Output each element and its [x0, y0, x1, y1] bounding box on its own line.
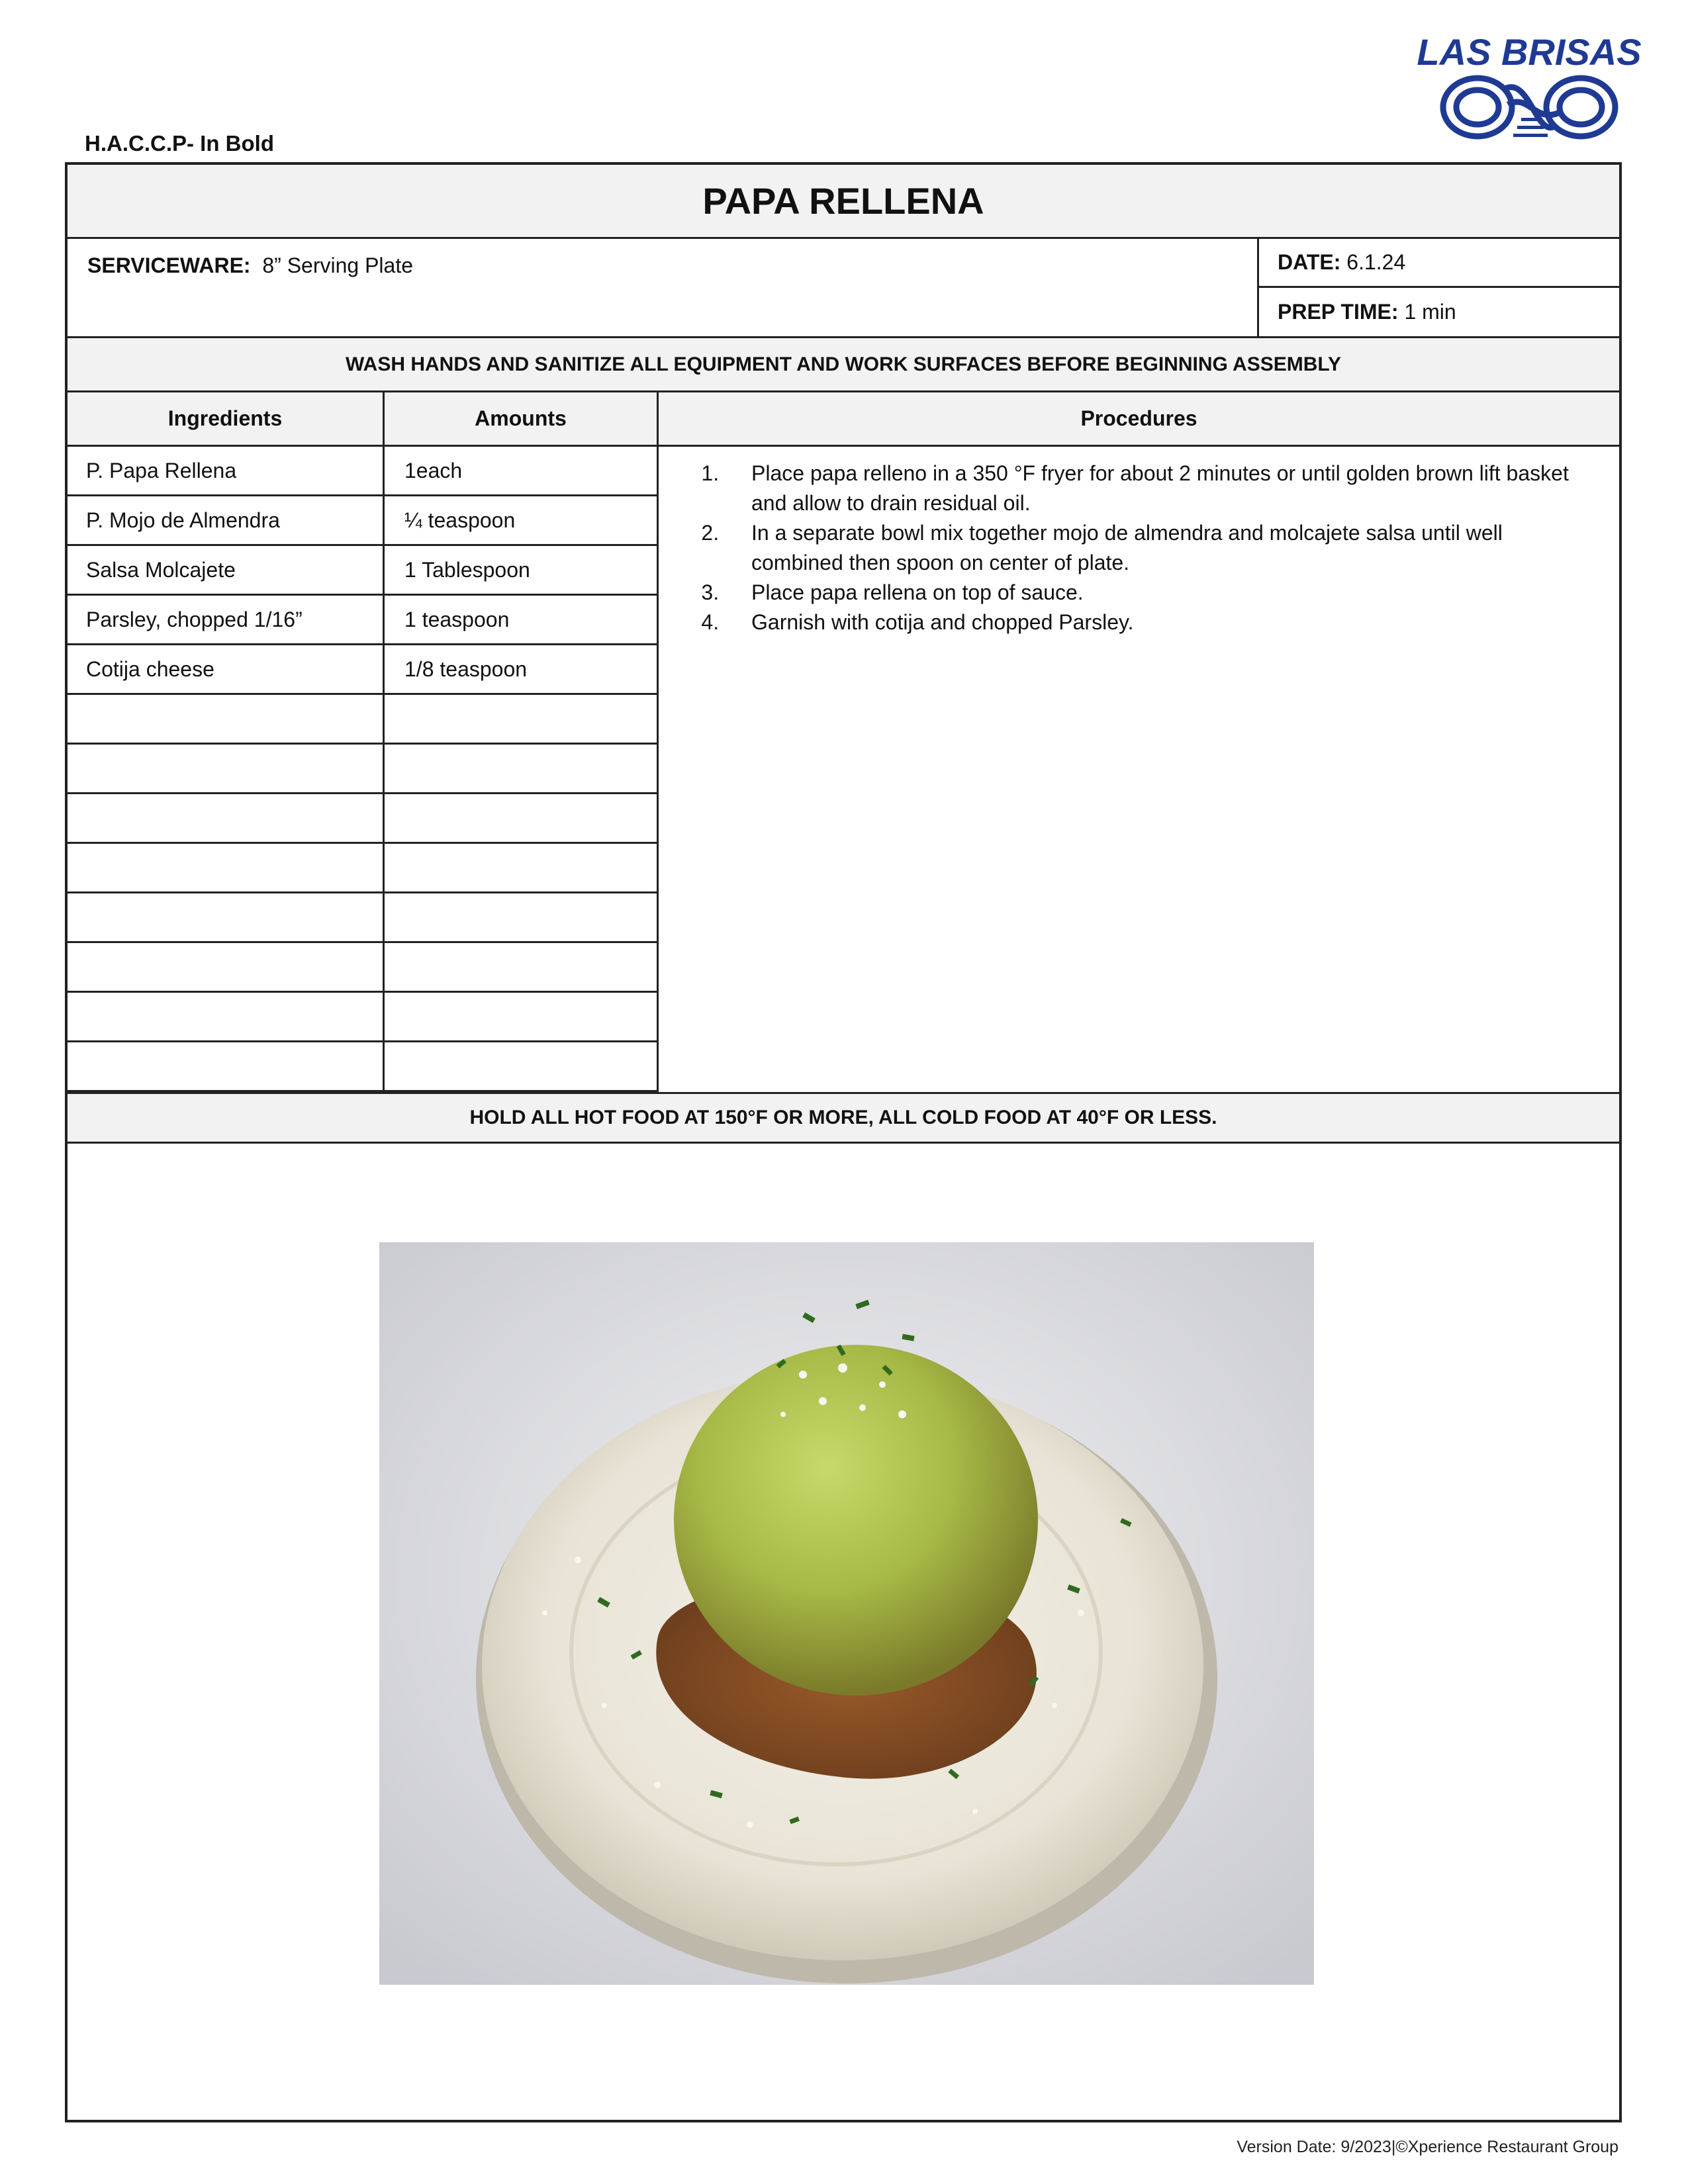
ingredient-row: [68, 546, 657, 596]
ingredient-row: [68, 447, 657, 496]
svg-text:LAS BRISAS: LAS BRISAS: [1417, 31, 1642, 73]
ingredient-row: [68, 893, 657, 943]
prep-time-label: PREP TIME:: [1278, 300, 1399, 324]
ingredient-amount: 1each: [404, 458, 463, 482]
ingredient-row: [68, 943, 657, 993]
ingredient-name: Cotija cheese: [86, 657, 214, 681]
ingredient-row: [68, 695, 657, 745]
table-header-row: [68, 392, 1619, 447]
date-prep-column: [1257, 239, 1619, 336]
ingredient-row: [68, 993, 657, 1042]
procedure-step: 3. Place papa rellena on top of sauce.: [725, 578, 1593, 608]
haccp-note: H.A.C.C.P- In Bold: [85, 131, 274, 156]
ingredients-table: [68, 447, 657, 1092]
ingredient-amount: ¼ teaspoon: [404, 508, 516, 532]
ingredient-amount: 1/8 teaspoon: [404, 657, 528, 681]
serviceware-label: SERVICEWARE:: [87, 253, 251, 277]
ingredient-name: Parsley, chopped 1/16”: [86, 607, 303, 631]
serviceware-value: 8” Serving Plate: [262, 253, 414, 277]
ingredients-header: Ingredients: [167, 406, 283, 430]
prep-time-field: [1259, 288, 1619, 336]
date-field: [1259, 239, 1619, 288]
recipe-sheet: [65, 162, 1622, 2122]
ingredient-row: [68, 844, 657, 893]
wash-notice: WASH HANDS AND SANITIZE ALL EQUIPMENT AND WORK SURFACES BEFORE BEGINNING ASSEMBLY: [68, 338, 1619, 392]
date-value: 6.1.24: [1346, 250, 1406, 274]
prep-time-value: 1 min: [1404, 300, 1456, 324]
procedure-step: 1. Place papa relleno in a 350 °F fryer for about 2 minutes or until golden brown lift basket and allow to drain residual oil.: [725, 459, 1593, 518]
hold-notice: HOLD ALL HOT FOOD AT 150°F OR MORE, ALL COLD FOOD AT 40°F OR LESS.: [68, 1092, 1619, 1144]
ingredient-row: [68, 496, 657, 546]
ingredient-name: P. Papa Rellena: [86, 458, 237, 482]
ingredient-name: Salsa Molcajete: [86, 557, 236, 582]
procedures-header: Procedures: [1080, 406, 1197, 430]
procedure-step: 2. In a separate bowl mix together mojo de almendra and molcajete salsa until well combined then spoon on center of plate.: [725, 518, 1593, 578]
ingredient-row: [68, 1042, 657, 1092]
ingredient-row: [68, 596, 657, 645]
las-brisas-logo: [1417, 26, 1642, 146]
ingredient-amount: 1 teaspoon: [404, 607, 510, 631]
info-row: [68, 239, 1619, 338]
serviceware-field: [87, 253, 413, 278]
date-label: DATE:: [1278, 250, 1341, 274]
ingredient-row: [68, 645, 657, 695]
recipe-title: PAPA RELLENA: [68, 165, 1619, 239]
ingredient-row: [68, 745, 657, 794]
procedure-step: 4. Garnish with cotija and chopped Parsley.: [725, 608, 1593, 637]
version-footer: Version Date: 9/2023|©Xperience Restaurant Group: [1237, 2138, 1618, 2156]
dish-photo: [379, 1242, 1314, 1985]
amounts-header: Amounts: [475, 406, 567, 430]
procedures-list: [659, 447, 1619, 1092]
ingredient-row: [68, 794, 657, 844]
ingredient-amount: 1 Tablespoon: [404, 557, 530, 582]
ingredient-name: P. Mojo de Almendra: [86, 508, 280, 532]
